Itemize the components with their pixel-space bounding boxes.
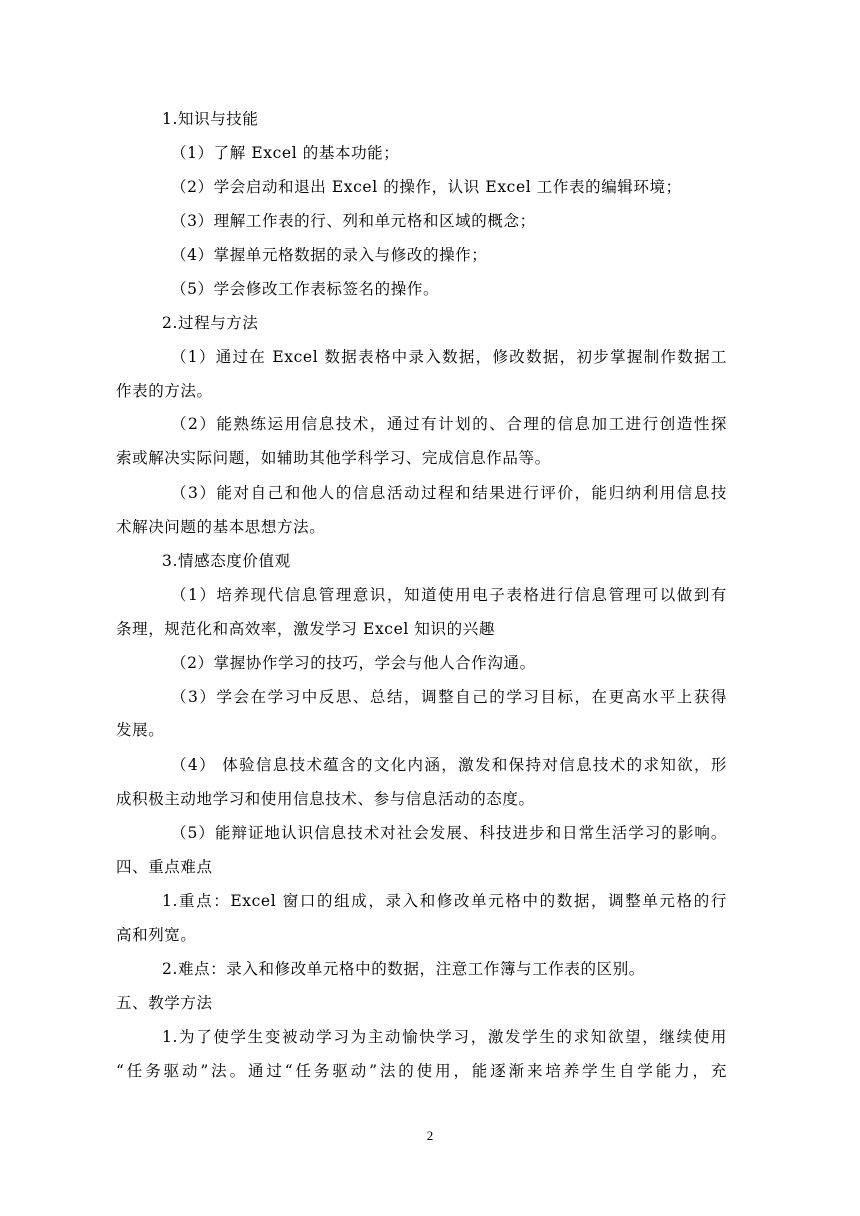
- paragraph-line: 术解决问题的基本思想方法。: [116, 518, 326, 536]
- paragraph-line: “任务驱动”法。通过“任务驱动”法的使用，能逐渐来培养学生自学能力，充: [116, 1062, 727, 1080]
- paragraph-line: （3）学会在学习中反思、总结，调整自己的学习目标，在更高水平上获得: [171, 688, 727, 706]
- section-heading: 3.情感态度价值观: [162, 552, 291, 570]
- list-item: （3）理解工作表的行、列和单元格和区域的概念；: [171, 212, 536, 230]
- paragraph-line: 索或解决实际问题，如辅助其他学科学习、完成信息作品等。: [116, 449, 551, 467]
- paragraph-line: （4） 体验信息技术蕴含的文化内涵，激发和保持对信息技术的求知欲，形: [171, 756, 727, 774]
- paragraph-line: 1.重点：Excel 窗口的组成，录入和修改单元格中的数据，调整单元格的行: [162, 892, 727, 910]
- paragraph-line: 高和列宽。: [116, 926, 197, 944]
- paragraph-line: （3）能对自己和他人的信息活动过程和结果进行评价，能归纳利用信息技: [171, 484, 727, 502]
- paragraph-line: 作表的方法。: [116, 382, 213, 400]
- paragraph-line: 发展。: [116, 721, 165, 739]
- paragraph-line: 成积极主动地学习和使用信息技术、参与信息活动的态度。: [116, 790, 535, 808]
- section-heading: 1.知识与技能: [162, 110, 259, 128]
- list-item: （4）掌握单元格数据的录入与修改的操作；: [171, 246, 488, 264]
- list-item: （5）学会修改工作表标签名的操作。: [171, 280, 440, 298]
- paragraph-line: 2.难点：录入和修改单元格中的数据，注意工作簿与工作表的区别。: [162, 960, 645, 978]
- section-heading: 五、教学方法: [116, 994, 213, 1012]
- list-item: （2）学会启动和退出 Excel 的操作，认识 Excel 工作表的编辑环境；: [171, 178, 682, 196]
- paragraph-line: （2）掌握协作学习的技巧，学会与他人合作沟通。: [171, 654, 536, 672]
- paragraph-line: （1）通过在 Excel 数据表格中录入数据，修改数据，初步掌握制作数据工: [171, 348, 727, 366]
- paragraph-line: 条理，规范化和高效率，激发学习 Excel 知识的兴趣: [116, 620, 495, 638]
- paragraph-line: （2）能熟练运用信息技术，通过有计划的、合理的信息加工进行创造性探: [171, 415, 727, 433]
- section-heading: 四、重点难点: [116, 858, 213, 876]
- paragraph-line: （1）培养现代信息管理意识，知道使用电子表格进行信息管理可以做到有: [171, 586, 727, 604]
- paragraph-line: （5）能辩证地认识信息技术对社会发展、科技进步和日常生活学习的影响。: [171, 824, 727, 842]
- list-item: （1）了解 Excel 的基本功能；: [171, 144, 400, 162]
- paragraph-line: 1.为了使学生变被动学习为主动愉快学习，激发学生的求知欲望，继续使用: [162, 1028, 727, 1046]
- page-number: 2: [426, 1128, 434, 1143]
- section-heading: 2.过程与方法: [162, 314, 259, 332]
